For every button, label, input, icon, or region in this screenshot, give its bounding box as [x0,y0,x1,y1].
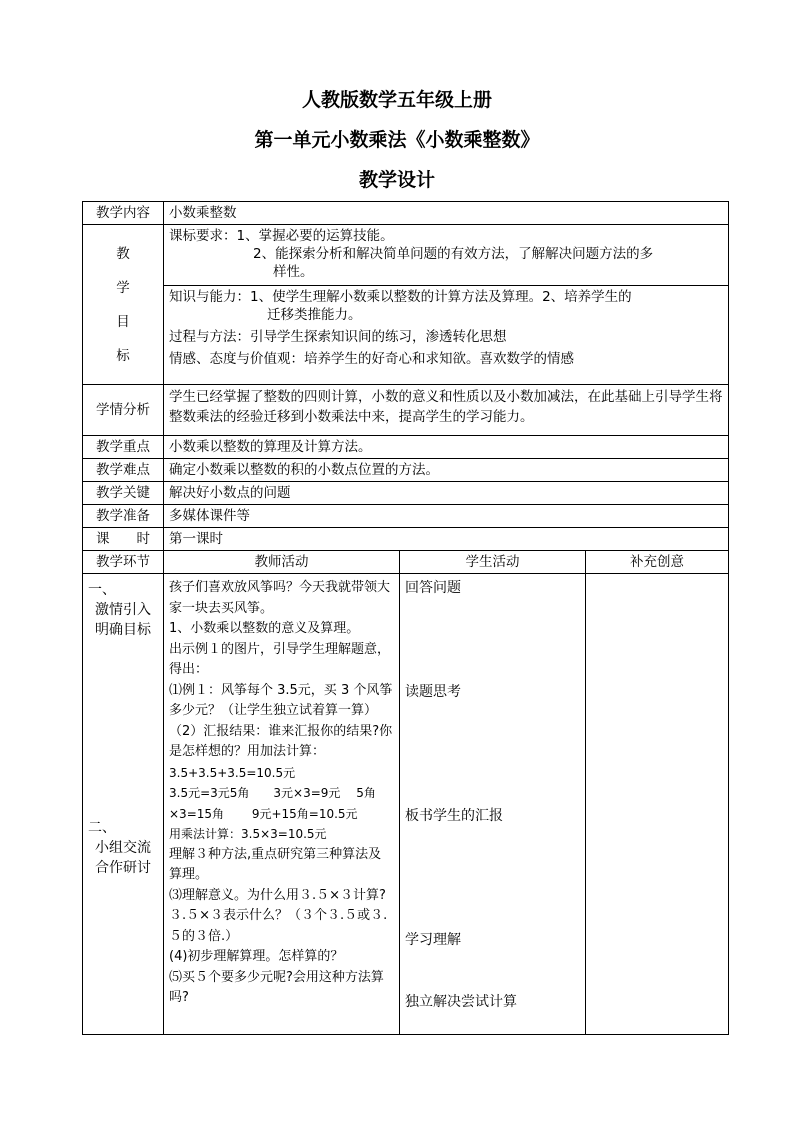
title-line-3: 教学设计 [358,169,435,191]
goals-ability-b: 迁移类推能力。 [267,307,362,323]
key-value: 解决好小数点的问题 [164,482,729,505]
period-label: 课 时 [83,528,164,551]
teacher-step: 3.5+3.5+3.5=10.5元 [169,765,296,780]
prep-label: 教学准备 [83,505,164,528]
prep-value: 多媒体课件等 [164,505,729,528]
stage-2-line-1: 小组交流 [95,840,151,856]
goals-req-2b: 样性。 [273,264,314,280]
goals-label-char: 标 [116,347,130,364]
goals-label-char: 学 [116,279,130,296]
key-label: 教学关键 [83,482,164,505]
goals-ability-a: 知识与能力：1、使学生理解小数乘以整数的计算方法及算理。2、培养学生的 [169,289,632,305]
process-header-teacher: 教师活动 [164,551,400,574]
row-difficulty [83,459,729,482]
teacher-step: 3.5元=3元5角 3元×3=9元 5角×3=15角 9元+15角=10.5元 [169,786,376,821]
goals-dimensions-cell [164,286,729,385]
goals-label [83,225,164,385]
teacher-step: 1、小数乘以整数的意义及算理。 [169,621,360,636]
title-line-2: 第一单元小数乘法《小数乘整数》 [254,129,540,151]
row-analysis [83,385,729,436]
process-header-extra: 补充创意 [586,551,729,574]
stage-1-line-2: 明确目标 [95,622,151,638]
teacher-step: 理解３种方法,重点研究第三种算法及算理。 [169,846,382,882]
teacher-step: 用乘法计算：3.5×3=10.5元 [169,827,327,841]
goals-req-1: 课标要求：1、掌握必要的运算技能。 [169,228,394,244]
teacher-step: ⑴例１：风筝每个 3.5元，买 3 个风筝多少元？（让学生独立试着算一算） [169,682,393,718]
student-step: 板书学生的汇报 [405,808,503,824]
stage-1-line-1: 激情引入 [95,602,151,618]
student-activity-cell [400,574,586,1035]
content-value: 小数乘整数 [164,202,729,225]
student-step: 学习理解 [405,932,461,948]
student-step: 读题思考 [405,684,461,700]
stage-2-line-2: 合作研讨 [95,860,151,876]
difficulty-value: 确定小数乘以整数的积的小数点位置的方法。 [164,459,729,482]
process-header-row [83,551,729,574]
goals-emotion: 情感、态度与价值观：培养学生的好奇心和求知欲。喜欢数学的情感 [169,351,574,367]
analysis-label: 学情分析 [83,385,164,436]
stage-2-number: 二、 [88,820,116,836]
extra-ideas-cell [586,574,729,1035]
row-goals-dimensions [83,286,729,385]
teacher-step: (4)初步理解算理。怎样算的？ [169,949,344,964]
student-step: 独立解决尝试计算 [405,994,517,1010]
teacher-step: （2）汇报结果：谁来汇报你的结果?你是怎样想的？用加法计算： [169,723,393,759]
goals-requirements-cell [164,225,729,286]
stage-1 [88,580,158,640]
goals-process: 过程与方法：引导学生探索知识间的练习，渗透转化思想 [169,329,507,345]
student-step: 回答问题 [405,580,461,596]
teacher-step: 孩子们喜欢放风筝吗？今天我就带领大家一块去买风筝。 [169,580,391,616]
content-label: 教学内容 [83,202,164,225]
row-prep [83,505,729,528]
lesson-plan-table [82,201,729,1035]
focus-value: 小数乘以整数的算理及计算方法。 [164,436,729,459]
document-title-block [0,86,794,206]
row-period [83,528,729,551]
period-value: 第一课时 [164,528,729,551]
difficulty-label: 教学难点 [83,459,164,482]
process-body-row [83,574,729,1035]
title-line-1: 人教版数学五年级上册 [301,89,492,111]
process-header-student: 学生活动 [400,551,586,574]
process-stage-cell [83,574,164,1035]
focus-label: 教学重点 [83,436,164,459]
teacher-step: ⑸买５个要多少元呢?会用这种方法算吗? [169,969,384,1005]
goals-req-2a: 2、能探索分析和解决简单问题的有效方法，了解解决问题方法的多 [253,246,654,262]
stage-1-number: 一、 [88,582,116,598]
analysis-value: 学生已经掌握了整数的四则计算，小数的意义和性质以及小数加减法，在此基础上引导学生将整数乘法的经验迁移到小数乘法中来，提高学生的学习能力。 [164,385,729,436]
teacher-activity-cell [164,574,400,1035]
goals-label-char: 目 [116,313,130,330]
row-focus [83,436,729,459]
goals-label-char: 教 [116,245,130,262]
process-header-stage: 教学环节 [83,551,164,574]
teacher-step: 出示例１的图片，引导学生理解题意，得出： [169,641,391,677]
row-content [83,202,729,225]
row-key [83,482,729,505]
teacher-step: ⑶理解意义。为什么用３.５×３计算?３.５×３表示什么？（３个３.５或３.５的３倍.） [169,887,388,944]
stage-2 [88,818,158,878]
row-goals-requirements [83,225,729,286]
